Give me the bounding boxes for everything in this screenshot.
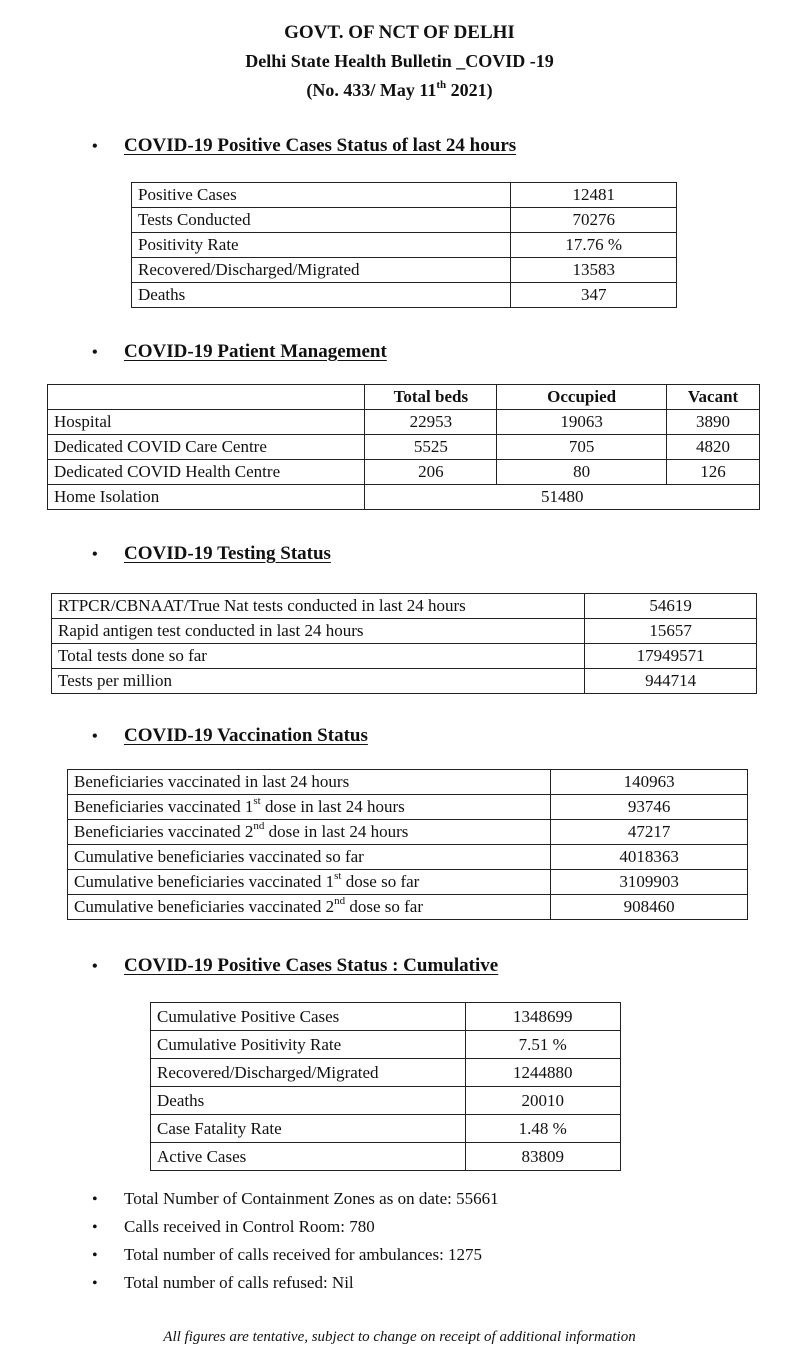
bulletin-title: Delhi State Health Bulletin _COVID -19	[245, 51, 554, 71]
bullet-icon: •	[92, 138, 98, 155]
table-header-row: Total beds Occupied Vacant	[48, 385, 760, 410]
bulletin-number-date: (No. 433/ May 11th 2021)	[306, 79, 493, 100]
table-row: Beneficiaries vaccinated 1st dose in last 24 hours 93746	[68, 795, 748, 820]
bullet-icon: •	[92, 1191, 98, 1208]
table-row: RTPCR/CBNAAT/True Nat tests conducted in last 24 hours 54619	[52, 594, 757, 619]
section-heading-patient-management: • COVID-19 Patient Management	[92, 341, 387, 362]
table-row: Rapid antigen test conducted in last 24 hours 15657	[52, 619, 757, 644]
table-row: Cumulative beneficiaries vaccinated 1st dose so far 3109903	[68, 870, 748, 895]
table-row: Cumulative Positivity Rate 7.51 %	[151, 1031, 621, 1059]
table-row: Cumulative beneficiaries vaccinated so far 4018363	[68, 845, 748, 870]
bullet-icon: •	[92, 1275, 98, 1292]
testing-status-table	[51, 593, 757, 694]
positive-24h-table	[131, 182, 677, 308]
bullet-icon: •	[92, 1219, 98, 1236]
table-row: Beneficiaries vaccinated 2nd dose in last 24 hours 47217	[68, 820, 748, 845]
table-row: Recovered/Discharged/Migrated 1244880	[151, 1059, 621, 1087]
bullet-icon: •	[92, 344, 98, 361]
table-row: Home Isolation 51480	[48, 485, 760, 510]
table-row: Recovered/Discharged/Migrated 13583	[132, 258, 677, 283]
section-heading-testing-status: • COVID-19 Testing Status	[92, 543, 331, 564]
table-row: Dedicated COVID Health Centre 206 80 126	[48, 460, 760, 485]
table-row: Deaths 347	[132, 283, 677, 308]
table-row: Hospital 22953 19063 3890	[48, 410, 760, 435]
section-heading-vaccination-status: • COVID-19 Vaccination Status	[92, 725, 368, 746]
bullet-icon: •	[92, 728, 98, 745]
section-heading-cumulative: • COVID-19 Positive Cases Status : Cumulative	[92, 955, 499, 976]
patient-management-table	[47, 384, 760, 510]
table-row: Total tests done so far 17949571	[52, 644, 757, 669]
cumulative-status-table	[150, 1002, 621, 1171]
table-row: Case Fatality Rate 1.48 %	[151, 1115, 621, 1143]
table-row: Dedicated COVID Care Centre 5525 705 4820	[48, 435, 760, 460]
bullet-icon: •	[92, 1247, 98, 1264]
section-heading-positive-24h: • COVID-19 Positive Cases Status of last 24 hours	[92, 135, 517, 156]
table-row: Cumulative beneficiaries vaccinated 2nd dose so far 908460	[68, 895, 748, 920]
ambulance-calls-item: • Total number of calls received for ambulances: 1275	[92, 1245, 483, 1264]
footer-note: All figures are tentative, subject to change on receipt of additional information	[163, 1329, 636, 1345]
bulletin-govt-title: GOVT. OF NCT OF DELHI	[284, 22, 515, 43]
table-row: Cumulative Positive Cases 1348699	[151, 1003, 621, 1031]
vaccination-status-table	[67, 769, 748, 920]
bullet-icon: •	[92, 958, 98, 975]
table-row: Positive Cases 12481	[132, 183, 677, 208]
table-row: Tests Conducted 70276	[132, 208, 677, 233]
table-row: Beneficiaries vaccinated in last 24 hours 140963	[68, 770, 748, 795]
control-room-calls-item: • Calls received in Control Room: 780	[92, 1217, 375, 1236]
table-row: Positivity Rate 17.76 %	[132, 233, 677, 258]
table-row: Deaths 20010	[151, 1087, 621, 1115]
calls-refused-item: • Total number of calls refused: Nil	[92, 1273, 354, 1292]
bullet-icon: •	[92, 546, 98, 563]
table-row: Active Cases 83809	[151, 1143, 621, 1171]
table-row: Tests per million 944714	[52, 669, 757, 694]
containment-zones-item: • Total Number of Containment Zones as on date: 55661	[92, 1189, 499, 1208]
